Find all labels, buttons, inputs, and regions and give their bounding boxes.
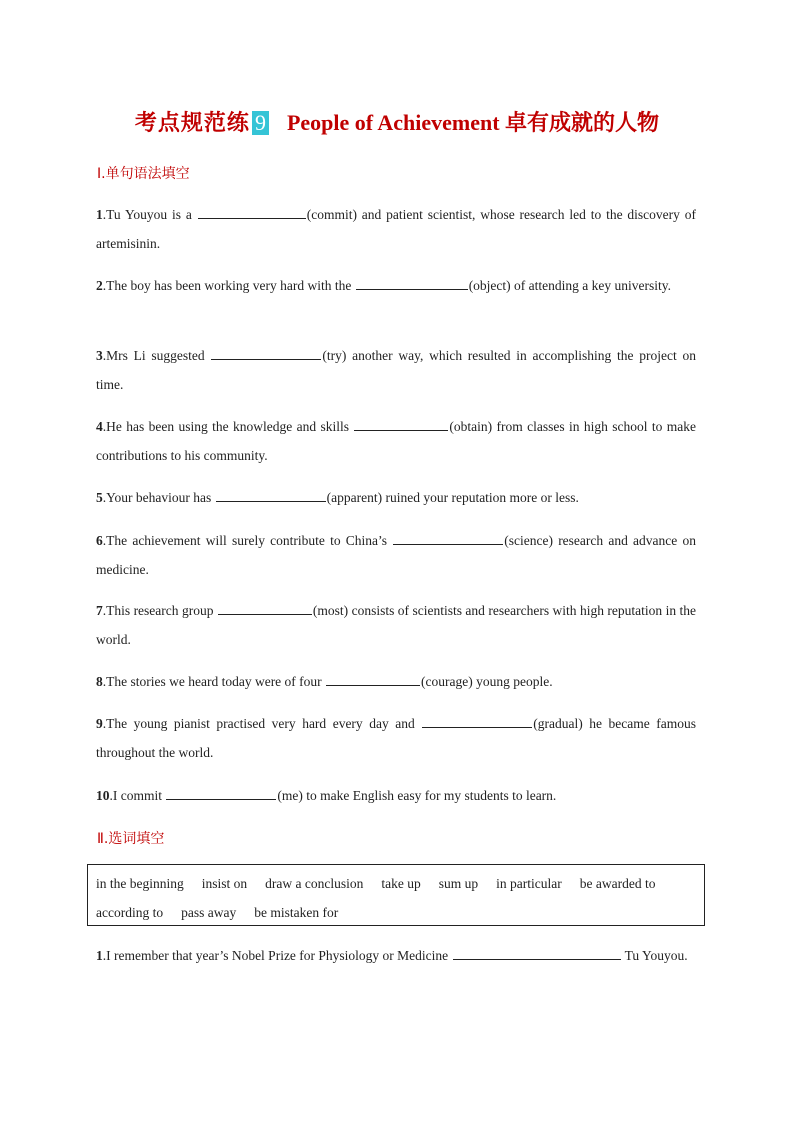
question-number: 1 <box>96 948 103 963</box>
question-number: 5 <box>96 490 103 505</box>
question-number: 7 <box>96 603 103 618</box>
question-hint: (me) <box>277 788 303 803</box>
question-text: he became famous throughout the world. <box>96 716 697 760</box>
page-title <box>0 106 794 137</box>
title-chinese: 考点规范练 <box>134 111 250 136</box>
question-number: 6 <box>96 533 103 548</box>
question-text: from classes in high school to make contributions to his community. <box>96 419 696 463</box>
question-text: research and advance on medicine. <box>96 533 696 577</box>
answer-blank[interactable] <box>198 204 306 219</box>
question-item <box>96 667 696 696</box>
question-text: .He has been using the knowledge and skills <box>102 419 354 434</box>
question-hint: (courage) <box>421 674 473 689</box>
section-heading-word-choice: Ⅱ.选词填空 <box>97 831 165 847</box>
word-bank-item: in the beginning <box>96 876 184 891</box>
question-hint: (commit) <box>306 207 357 222</box>
question-text: .The achievement will surely contribute to China’s <box>102 533 393 548</box>
question-text: Tu Youyou. <box>621 948 688 963</box>
question-item <box>96 526 696 584</box>
question-text: .Mrs Li suggested <box>102 348 211 363</box>
question-item <box>96 483 696 512</box>
answer-blank[interactable] <box>422 713 532 728</box>
question-item <box>96 271 696 300</box>
question-item <box>96 341 696 399</box>
question-hint: (gradual) <box>533 716 583 731</box>
word-bank-item: take up <box>381 876 421 891</box>
question-number: 10 <box>96 788 110 803</box>
question-text: ruined your reputation more or less. <box>382 490 579 505</box>
word-bank-box <box>87 864 705 926</box>
question-text: .The stories we heard today were of four <box>102 674 326 689</box>
question-hint: (most) <box>312 603 349 618</box>
answer-blank[interactable] <box>211 345 321 360</box>
answer-blank[interactable] <box>354 416 448 431</box>
word-bank-item: sum up <box>438 876 479 891</box>
question-hint: (object) <box>468 278 511 293</box>
word-bank-item: be mistaken for <box>254 905 339 920</box>
word-bank-item: insist on <box>201 876 248 891</box>
word-bank-item: in particular <box>496 876 562 891</box>
question-number: 8 <box>96 674 103 689</box>
question-item <box>96 200 696 258</box>
question-text: young people. <box>472 674 553 689</box>
answer-blank[interactable] <box>393 530 503 545</box>
title-english: People of Achievement 卓有成就的人物 <box>286 110 660 135</box>
answer-blank[interactable] <box>166 785 276 800</box>
question-item <box>96 941 696 970</box>
question-number: 4 <box>96 419 103 434</box>
question-text: .I commit <box>109 788 166 803</box>
question-item <box>96 781 696 810</box>
question-hint: (science) <box>504 533 553 548</box>
answer-blank[interactable] <box>356 275 468 290</box>
question-text: .The boy has been working very hard with the <box>102 278 355 293</box>
word-bank-item: be awarded to <box>579 876 656 891</box>
question-text: to make English easy for my students to learn. <box>302 788 557 803</box>
answer-blank[interactable] <box>218 600 312 615</box>
question-number: 2 <box>96 278 103 293</box>
question-number: 1 <box>96 207 103 222</box>
question-number: 3 <box>96 348 103 363</box>
question-text: .Your behaviour has <box>102 490 215 505</box>
answer-blank[interactable] <box>453 945 621 960</box>
word-bank-item: pass away <box>181 905 237 920</box>
question-text: consists of scientists and researchers with high reputation in the world. <box>96 603 697 647</box>
question-text: another way, which resulted in accomplishing the project on time. <box>96 348 696 392</box>
question-text: and patient scientist, whose research led to the discovery of artemisinin. <box>96 207 696 251</box>
question-hint: (obtain) <box>449 419 493 434</box>
word-bank-item: according to <box>96 905 164 920</box>
exercise-number-badge: 9 <box>252 111 269 135</box>
question-number: 9 <box>96 716 103 731</box>
question-text: .Tu Youyou is a <box>102 207 197 222</box>
question-item <box>96 412 696 470</box>
question-item <box>96 596 696 654</box>
word-bank-item: draw a conclusion <box>265 876 364 891</box>
question-text: .This research group <box>102 603 217 618</box>
answer-blank[interactable] <box>326 671 420 686</box>
question-text: .I remember that year’s Nobel Prize for Physiology or Medicine <box>102 948 452 963</box>
section-heading-grammar: Ⅰ.单句语法填空 <box>97 166 190 182</box>
question-hint: (apparent) <box>326 490 383 505</box>
question-hint: (try) <box>322 348 347 363</box>
question-text: .The young pianist practised very hard every day and <box>102 716 422 731</box>
question-text: of attending a key university. <box>510 278 672 293</box>
question-item <box>96 709 696 767</box>
answer-blank[interactable] <box>216 487 326 502</box>
